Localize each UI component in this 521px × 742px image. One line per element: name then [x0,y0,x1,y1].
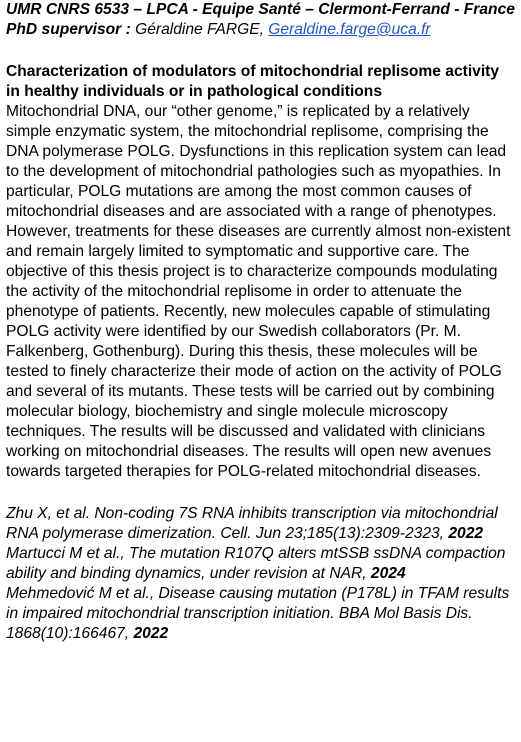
reference-text: Zhu X, et al. Non-coding 7S RNA inhibits transcription via mitochondrial RNA polymerase dimerization. Cell. Jun 23;185(13):2309-2323, [6,505,498,542]
supervisor-label: PhD supervisor : [6,21,131,38]
project-abstract: Mitochondrial DNA, our “other genome,” is replicated by a relatively simple enzymatic system, the mitochondrial replisome, comprising the DNA polymerase POLG. Dysfunctions in this replication system can lead to the development of mitochondrial pathologies such as myopathies. In particular, POLG mutations are among the most common causes of mitochondrial diseases and are associated with a range of phenotypes. However, treatments for these diseases are currently almost non-existent and remain largely limited to symptomatic and supportive care. The objective of this thesis project is to characterize compounds modulating the activity of the mitochondrial replisome in order to attenuate the phenotype of patients. Recently, new molecules capable of stimulating POLG activity were identified by our Swedish collaborators (Pr. M. Falkenberg, Gothenburg). During this thesis, these molecules will be tested to finely characterize their mode of action on the activity of POLG and several of its mutants. These tests will be carried out by combining molecular biology, biochemistry and single molecule microscopy techniques. The results will be discussed and validated with clinicians working on mitochondrial diseases. The results will open new avenues towards targeted therapies for POLG-related mitochondrial diseases. [6,103,511,480]
project-title: Characterization of modulators of mitochondrial replisome activity in healthy individuals or in pathological conditions [6,63,500,100]
reference-item [6,504,517,544]
lab-affiliation: UMR CNRS 6533 – LPCA - Equipe Santé – Clermont-Ferrand - France [6,1,515,18]
supervisor-line [6,20,517,40]
reference-year: 2022 [133,625,169,642]
reference-year: 2022 [448,525,484,542]
reference-item [6,584,517,644]
supervisor-email-link[interactable]: Geraldine.farge@uca.fr [268,21,431,38]
supervisor-name: Géraldine FARGE, [130,21,269,38]
reference-item [6,544,517,584]
reference-text: Mehmedović M et al., Disease causing mutation (P178L) in TFAM results in impaired mitochondrial transcription initiation. BBA Mol Basis Dis. 1868(10):166467, [6,585,510,642]
reference-year: 2024 [370,565,406,582]
reference-text: Martucci M et al., The mutation R107Q alters mtSSB ssDNA compaction ability and binding dynamics, under revision at NAR, [6,545,506,582]
